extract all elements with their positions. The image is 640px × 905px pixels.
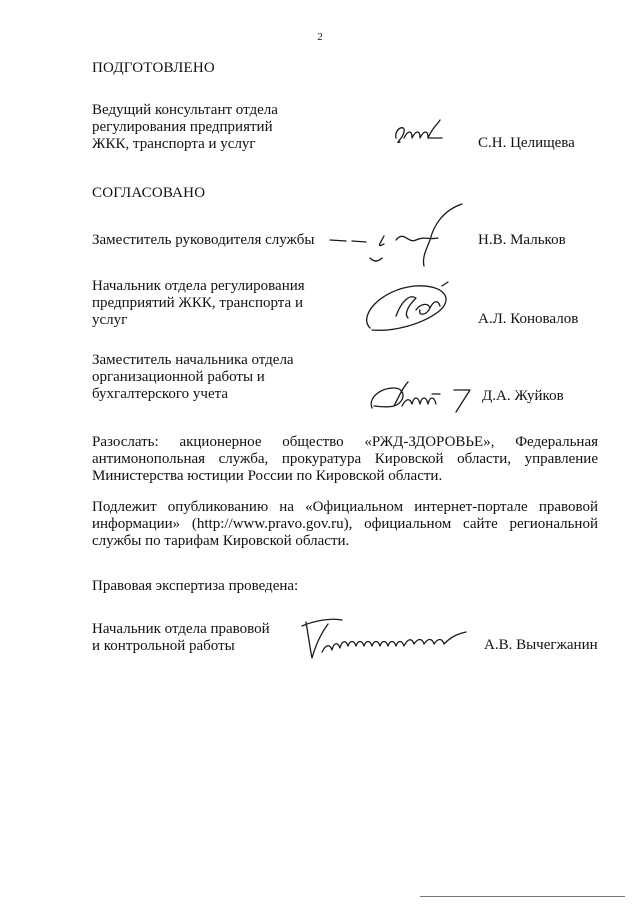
position-line: Заместитель руководителя службы <box>92 232 315 248</box>
signatory-2-name: А.Л. Коновалов <box>478 311 579 327</box>
position-line: ЖКК, транспорта и услуг <box>92 136 256 152</box>
signature-tselishcheva <box>390 118 450 152</box>
prepared-heading: ПОДГОТОВЛЕНО <box>92 60 215 76</box>
distribution-paragraph: Разослать: акционерное общество «РЖД-ЗДОРОВЬЕ», Федеральная антимонопольная служба, прокуратура Кировской области, управление Министерства юстиции России по Кировской области. <box>92 434 598 484</box>
publication-paragraph: Подлежит опубликованию на «Официальном интернет-портале правовой информации» (http://www.pravo.gov.ru), официальном сайте региональной службы по тарифам Кировской области. <box>92 499 598 549</box>
position-line: регулирования предприятий <box>92 119 273 135</box>
legal-review-position <box>92 621 270 655</box>
agreed-heading: СОГЛАСОВАНО <box>92 185 206 201</box>
position-line: бухгалтерского учета <box>92 386 229 402</box>
signature-malkov <box>326 200 476 270</box>
signature-konovalov <box>358 276 462 340</box>
legal-review-heading: Правовая экспертиза проведена: <box>92 578 299 594</box>
signatory-3-name: Д.А. Жуйков <box>482 388 564 404</box>
position-line: Заместитель начальника отдела <box>92 352 294 368</box>
position-line: Ведущий консультант отдела <box>92 102 278 118</box>
signatory-3-position <box>92 352 294 403</box>
page-number: 2 <box>317 31 323 43</box>
position-line: предприятий ЖКК, транспорта и <box>92 295 303 311</box>
signatory-2-position <box>92 278 305 329</box>
legal-review-name: А.В. Вычегжанин <box>484 637 598 653</box>
prepared-position <box>92 102 278 153</box>
signature-vychegzhanin <box>296 614 472 664</box>
bottom-scan-line <box>420 896 625 897</box>
position-line: услуг <box>92 312 128 328</box>
signatory-1-position <box>92 232 314 249</box>
position-line: организационной работы и <box>92 369 265 385</box>
prepared-name: С.Н. Целищева <box>478 135 575 151</box>
position-line: и контрольной работы <box>92 638 235 654</box>
position-line: Начальник отдела правовой <box>92 621 270 637</box>
signature-zhuikov <box>366 376 478 416</box>
position-line: Начальник отдела регулирования <box>92 278 305 294</box>
signatory-1-name: Н.В. Мальков <box>478 232 566 248</box>
